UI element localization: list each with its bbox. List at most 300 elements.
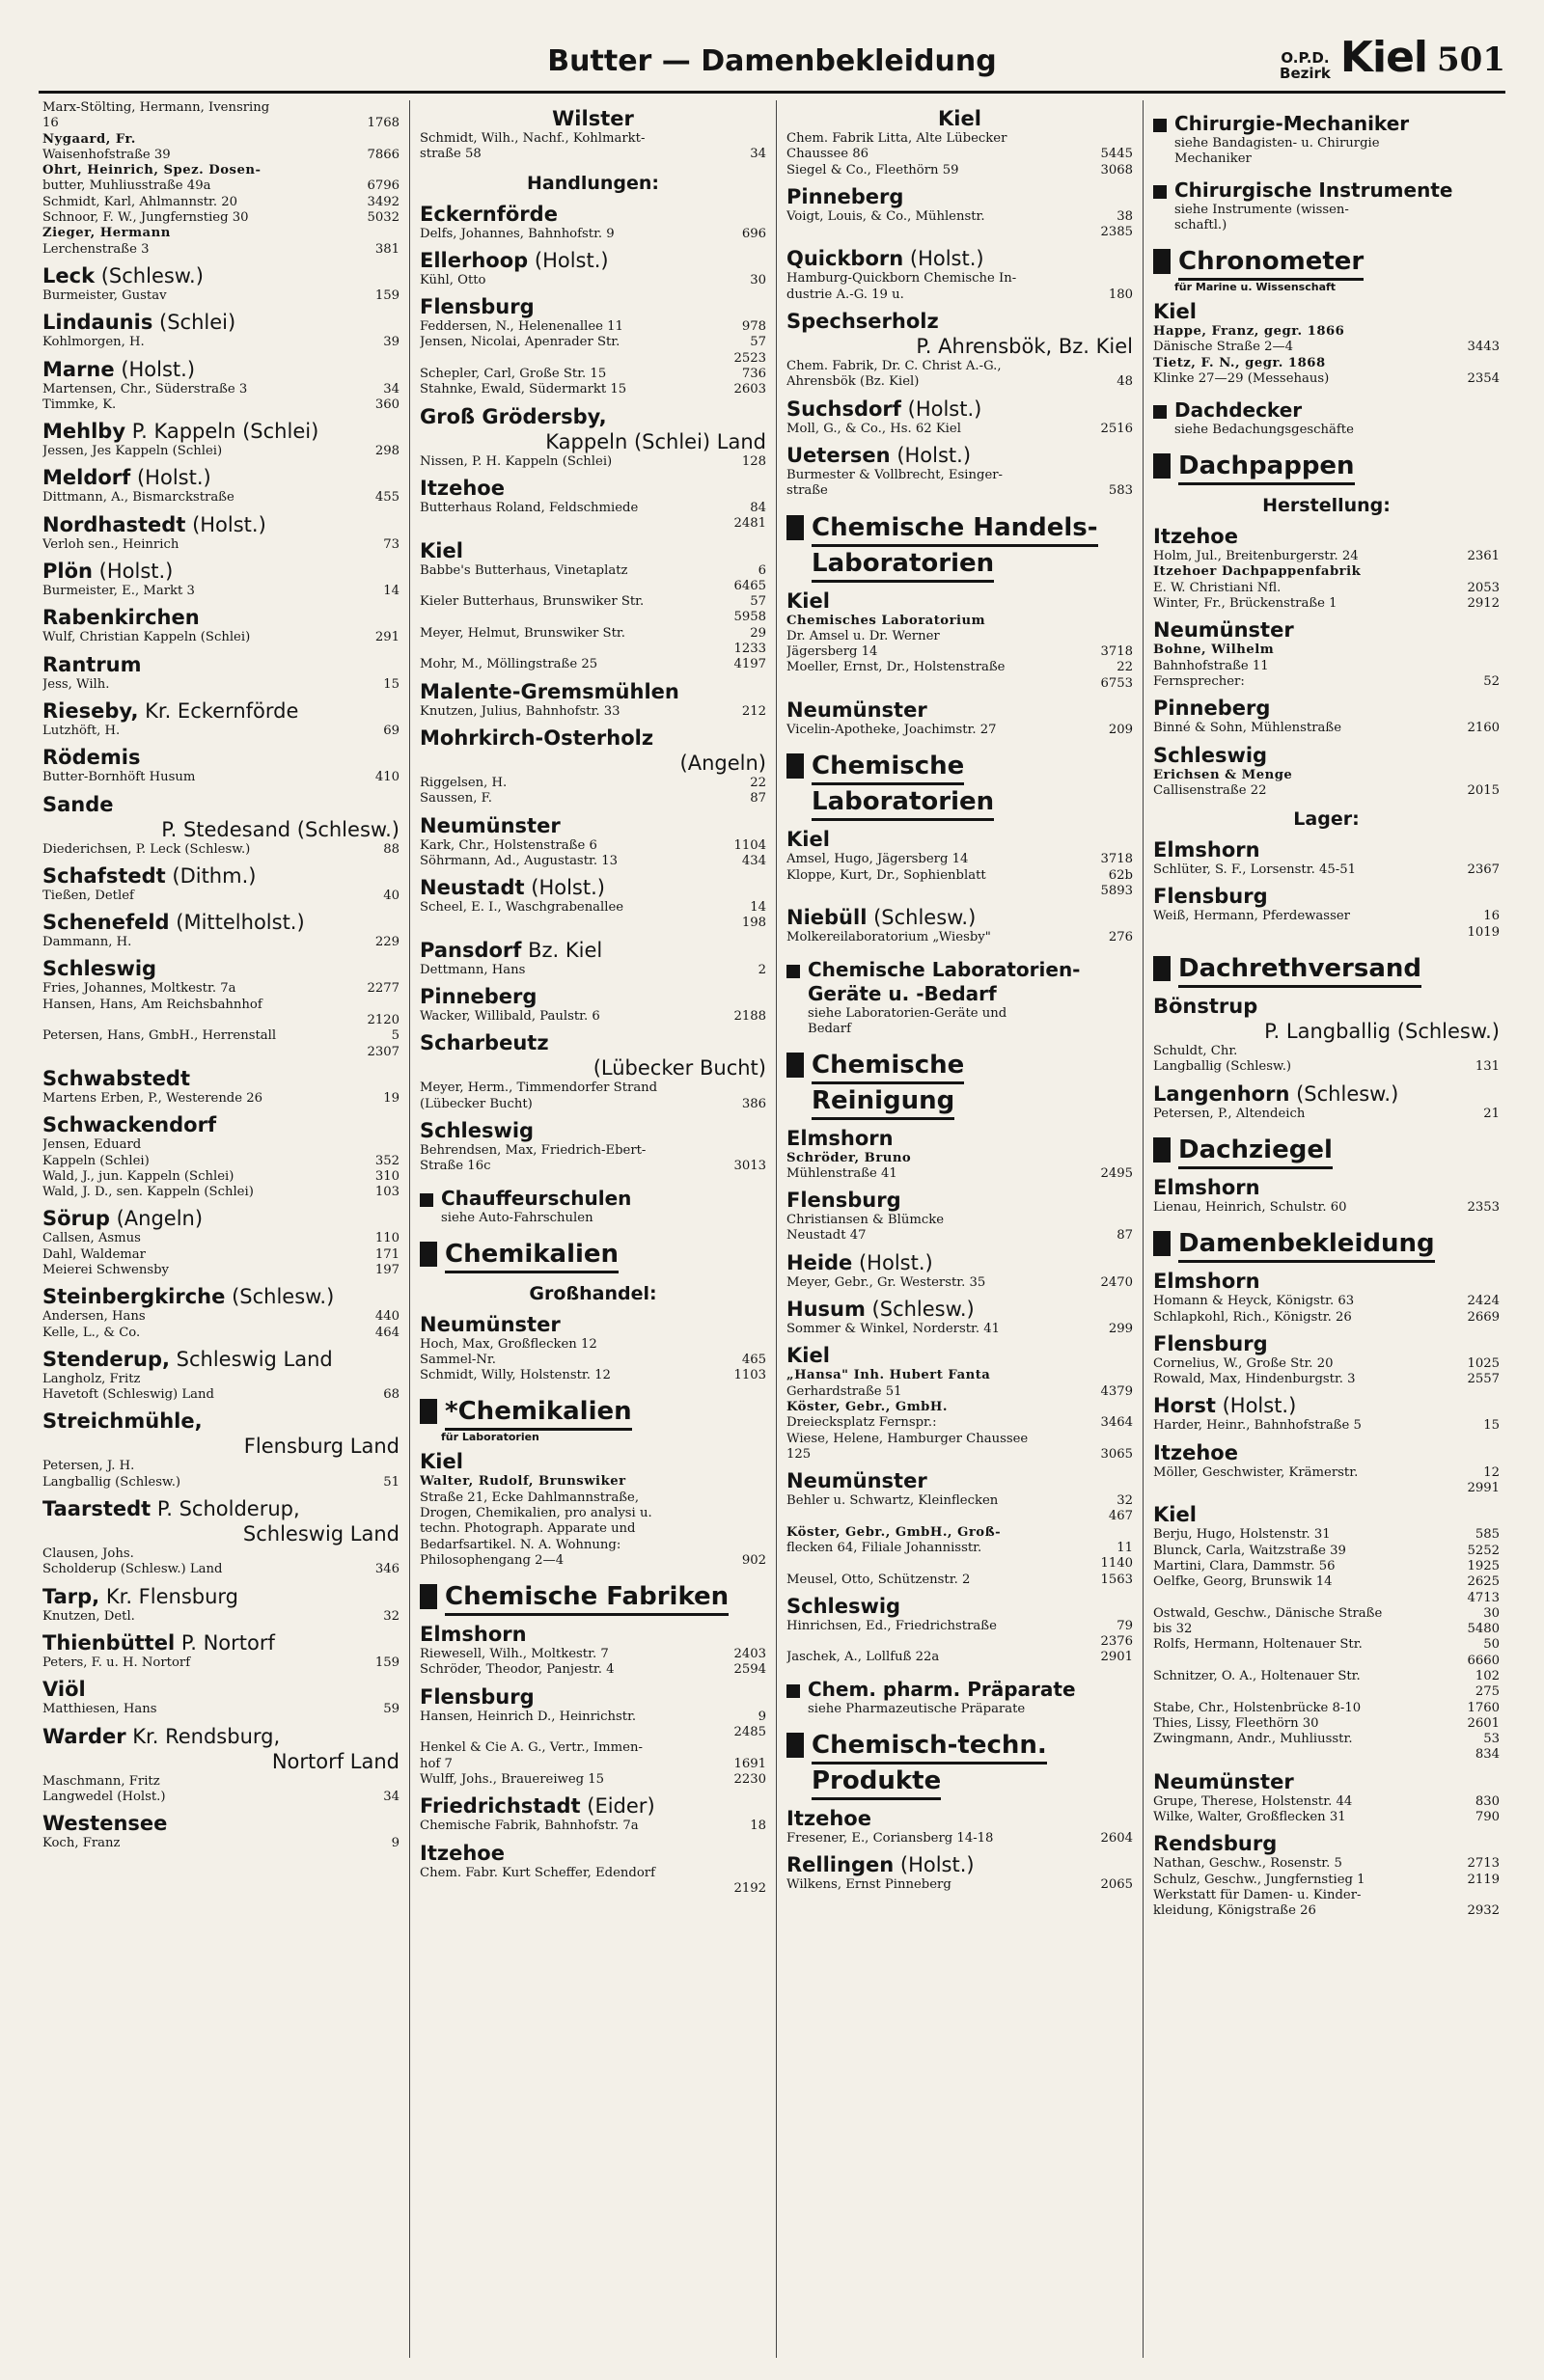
entry-line: [786, 1400, 1133, 1415]
entry-text: Holm, Jul., Breitenburgerstr. 24: [1153, 549, 1359, 564]
place-name: Taarstedt: [42, 1497, 152, 1521]
category-heading: [1153, 952, 1500, 988]
entry-line: [420, 1143, 766, 1159]
entry-text: Fresener, E., Coriansberg 14-18: [786, 1830, 994, 1846]
phone-number: 381: [374, 241, 400, 257]
reference-text: Mechaniker: [1174, 151, 1252, 166]
entry-line: [786, 852, 1133, 867]
entry-line: [420, 1337, 766, 1353]
entry-text: Klinke 27—29 (Messehaus): [1153, 370, 1330, 386]
phone-number: 68: [383, 1387, 400, 1403]
entry-line: [42, 100, 400, 116]
cross-reference: [1153, 151, 1500, 167]
place-name: Schleswig: [420, 1118, 535, 1142]
place-heading-cont: [42, 1434, 400, 1459]
category-name: Dachziegel: [1178, 1134, 1333, 1169]
column-4: [1143, 100, 1509, 2358]
category-heading: [786, 1729, 1133, 1764]
place-qualifier: (Lübecker Bucht): [593, 1056, 766, 1081]
entry-text: Koch, Franz: [42, 1836, 121, 1851]
entry-text: Schmidt, Karl, Ahlmannstr. 20: [42, 194, 238, 209]
place-heading: [42, 357, 400, 382]
phone-number: 2403: [733, 1647, 766, 1662]
entry-line: [1153, 1794, 1500, 1810]
place-name: Itzehoe: [1153, 525, 1238, 549]
entry-text: Mohr, M., Möllingstraße 25: [420, 657, 598, 672]
entry-text: Nissen, P. H. Kappeln (Schlei): [420, 453, 613, 469]
place-heading: [1153, 1502, 1500, 1527]
phone-number: 346: [374, 1562, 400, 1577]
entry-line: [786, 1166, 1133, 1182]
entry-line: [786, 1213, 1133, 1228]
place-heading: [420, 294, 766, 319]
place-heading: [42, 263, 400, 288]
entry-text: straße: [786, 483, 828, 499]
entry-text: „Hansa" Inh. Hubert Fanta: [786, 1368, 991, 1383]
entry-text: Wulf, Christian Kappeln (Schlei): [42, 630, 251, 645]
place-heading-cont: [786, 334, 1133, 359]
phone-number: 2991: [1467, 1481, 1500, 1496]
place-name: Itzehoe: [786, 1806, 871, 1830]
entry-text: Meusel, Otto, Schützenstr. 2: [786, 1572, 971, 1587]
place-qualifier: (Holst.): [1222, 1394, 1297, 1418]
category-heading-cont: [786, 785, 1133, 821]
place-heading: [42, 1724, 400, 1749]
phone-number: 2015: [1467, 782, 1500, 798]
place-heading: [420, 875, 766, 900]
entry-text: kleidung, Königstraße 26: [1153, 1903, 1316, 1919]
phone-number: 467: [1108, 1509, 1133, 1524]
entry-line: [786, 1619, 1133, 1634]
entry-text: Homann & Heyck, Königstr. 63: [1153, 1294, 1355, 1309]
entry-text: Berju, Hugo, Holstenstr. 31: [1153, 1527, 1331, 1543]
place-heading: [1153, 1440, 1500, 1465]
entry-text: Rowald, Max, Hindenburgstr. 3: [1153, 1372, 1356, 1387]
cross-reference: [786, 1022, 1133, 1037]
entry-text: Kohlmorgen, H.: [42, 335, 145, 350]
place-name: Neumünster: [1153, 1769, 1294, 1793]
entry-text: Feddersen, N., Helenenallee 11: [420, 319, 623, 335]
category-heading: [1153, 1134, 1500, 1169]
entry-line: [786, 209, 1133, 225]
entry-line: [42, 537, 400, 553]
place-heading: [420, 984, 766, 1009]
category-heading-cont: [786, 547, 1133, 583]
entry-line: [1153, 324, 1500, 340]
category-square-icon: [1153, 185, 1167, 199]
phone-number: 2053: [1467, 580, 1500, 595]
phone-number: 1140: [1100, 1556, 1133, 1572]
phone-number: 3718: [1100, 644, 1133, 660]
entry-line: [1153, 1810, 1500, 1825]
place-heading: [42, 652, 400, 677]
category-heading: [420, 1395, 766, 1431]
phone-number: 2932: [1467, 1903, 1500, 1919]
place-qualifier: (Holst.): [136, 466, 211, 490]
entry-line: [420, 1009, 766, 1025]
phone-number: 22: [750, 775, 766, 790]
reference-text: siehe Bandagisten- u. Chirurgie: [1174, 136, 1380, 150]
place-name: Rieseby,: [42, 698, 139, 723]
entry-line: [420, 1159, 766, 1174]
place-heading: [42, 1496, 400, 1521]
place-name: Pinneberg: [420, 985, 538, 1009]
phone-number: 6: [758, 562, 766, 578]
entry-text: Meyer, Helmut, Brunswiker Str.: [420, 625, 625, 641]
place-name: Elmshorn: [1153, 1175, 1260, 1199]
place-heading: [786, 106, 1133, 131]
entry-text: Wulff, Johs., Brauereiweg 15: [420, 1771, 605, 1787]
place-heading: [420, 1684, 766, 1710]
place-heading: [420, 538, 766, 563]
place-heading: [1153, 1175, 1500, 1200]
entry-line: [1153, 1574, 1500, 1590]
entry-text: Bedarfsartikel. N. A. Wohnung:: [420, 1537, 621, 1552]
entry-text: Schlapkohl, Rich., Königstr. 26: [1153, 1309, 1352, 1325]
place-heading: [420, 106, 766, 131]
category-heading: [786, 1049, 1133, 1084]
entry-line: [42, 335, 400, 350]
phone-number: 3492: [367, 194, 400, 209]
place-heading: [420, 679, 766, 704]
phone-number: 110: [374, 1231, 400, 1246]
entry-line: [42, 630, 400, 645]
entry-line: [42, 1091, 400, 1107]
entry-line: [420, 1491, 766, 1506]
place-name: Uetersen: [786, 443, 891, 467]
entry-line: [1153, 1372, 1500, 1387]
entry-text: Verloh sen., Heinrich: [42, 536, 179, 552]
phone-number: 3068: [1100, 162, 1133, 178]
entry-text: Weiß, Hermann, Pferdewasser: [1153, 909, 1350, 924]
entry-line: [786, 483, 1133, 499]
phone-number: 38: [1117, 208, 1133, 224]
phone-number: 52: [1483, 673, 1500, 689]
entry-text: Philosophengang 2—4: [420, 1552, 565, 1568]
phone-number: 39: [383, 335, 400, 350]
entry-line: [1153, 1294, 1500, 1309]
phone-number: 410: [374, 770, 400, 785]
place-qualifier: (Holst.): [534, 248, 609, 272]
entry-line: [1153, 909, 1500, 924]
entry-text: Knutzen, Julius, Bahnhofstr. 33: [420, 703, 620, 719]
entry-line: [42, 148, 400, 163]
entry-text: Martensen, Chr., Süderstraße 3: [42, 381, 248, 397]
entry-text: Schmidt, Willy, Holstenstr. 12: [420, 1368, 611, 1383]
entry-line: [1153, 340, 1500, 355]
phone-number: 736: [741, 367, 766, 382]
entry-line: [42, 889, 400, 904]
place-name: Westensee: [42, 1812, 168, 1836]
category-square-icon: [1153, 119, 1167, 132]
entry-text: Lutzhöft, H.: [42, 723, 121, 738]
entry-text: Jess, Wilh.: [42, 676, 110, 692]
phone-number: 1103: [733, 1368, 766, 1383]
entry-line: [786, 1556, 1133, 1572]
category-heading: [786, 1678, 1133, 1702]
place-qualifier: P. Langballig (Schlesw.): [1264, 1020, 1500, 1044]
entry-text: Burmeister, E., Markt 3: [42, 584, 195, 599]
entry-text: butter, Muhliusstraße 49a: [42, 178, 211, 194]
phone-number: 2277: [367, 981, 400, 997]
place-name: Marne: [42, 357, 115, 381]
place-heading: [1153, 994, 1500, 1019]
entry-line: [786, 1384, 1133, 1400]
place-heading: [1153, 696, 1500, 721]
entry-line: [786, 1368, 1133, 1383]
phone-number: 5480: [1467, 1622, 1500, 1637]
entry-line: [42, 1459, 400, 1474]
subsection-text: Großhandel:: [529, 1282, 657, 1304]
place-qualifier: (Mittelholst.): [176, 911, 305, 935]
place-heading: [420, 938, 766, 963]
entry-text: Clausen, Johs.: [42, 1546, 134, 1562]
phone-number: 2495: [1100, 1165, 1133, 1181]
phone-number: 5032: [367, 210, 400, 226]
phone-number: 352: [374, 1153, 400, 1168]
phone-number: 29: [750, 625, 766, 641]
place-name: Sörup: [42, 1207, 110, 1231]
entry-line: [1153, 564, 1500, 580]
place-name: Meldorf: [42, 466, 131, 490]
entry-text: Moeller, Ernst, Dr., Holstenstraße: [786, 660, 1006, 675]
category-name: Chem. pharm. Präparate: [808, 1677, 1076, 1701]
phone-number: 12: [1483, 1464, 1500, 1480]
phone-number: 34: [750, 147, 766, 162]
entry-text: Jägersberg 14: [786, 644, 878, 660]
entry-line: [1153, 721, 1500, 736]
phone-number: 198: [741, 916, 766, 931]
entry-text: Chemische Fabrik, Bahnhofstr. 7a: [420, 1819, 639, 1834]
entry-line: [420, 227, 766, 242]
entry-line: [786, 225, 1133, 240]
entry-text: Erichsen & Menge: [1153, 767, 1293, 782]
place-qualifier: Kr. Flensburg: [105, 1584, 238, 1608]
place-heading: [786, 698, 1133, 723]
place-heading: [42, 605, 400, 630]
entry-line: [42, 242, 400, 258]
phone-number: 62b: [1108, 867, 1133, 883]
place-name: Heide: [786, 1250, 853, 1274]
phone-number: 57: [750, 594, 766, 610]
entry-text: Behrendsen, Max, Friedrich-Ebert-: [420, 1142, 647, 1158]
entry-line: [42, 1045, 400, 1060]
entry-text: Walter, Rudolf, Brunswiker: [420, 1474, 626, 1490]
entry-line: [42, 1655, 400, 1671]
entry-text: Vicelin-Apotheke, Joachimstr. 27: [786, 723, 997, 738]
phone-number: 2361: [1467, 549, 1500, 564]
category-name: *Chemikalien: [445, 1395, 632, 1431]
place-name: Neumünster: [786, 1469, 927, 1493]
phone-number: 15: [1483, 1418, 1500, 1434]
phone-number: 299: [1108, 1322, 1133, 1337]
place-name: Sande: [42, 792, 114, 816]
category-square-icon: [786, 965, 800, 978]
place-name: Groß Grödersby,: [420, 404, 607, 428]
entry-text: Voigt, Louis, & Co., Mühlenstr.: [786, 208, 985, 224]
category-square-icon: [786, 1053, 804, 1078]
entry-line: [1153, 1747, 1500, 1763]
entry-line: [1153, 1716, 1500, 1732]
place-name: Warder: [42, 1724, 126, 1748]
entry-line: [1153, 1903, 1500, 1919]
place-heading: [786, 1250, 1133, 1275]
phone-number: 2119: [1467, 1872, 1500, 1887]
entry-line: [786, 1525, 1133, 1541]
entry-line: [420, 900, 766, 916]
phone-number: 1925: [1467, 1558, 1500, 1573]
entry-text: Langholz, Fritz: [42, 1371, 141, 1386]
entry-text: Dänische Straße 2—4: [1153, 340, 1294, 355]
entry-line: [42, 490, 400, 506]
entry-text: Callisenstraße 22: [1153, 782, 1267, 798]
place-name: Malente-Gremsmühlen: [420, 679, 679, 703]
entry-text: Martens Erben, P., Westerende 26: [42, 1090, 263, 1106]
place-qualifier: (Schlesw.): [1296, 1081, 1399, 1106]
entry-line: [420, 1538, 766, 1553]
entry-line: [1153, 925, 1500, 941]
phone-number: 2385: [1100, 225, 1133, 240]
phone-number: 131: [1475, 1059, 1500, 1075]
phone-number: 2307: [367, 1044, 400, 1059]
entry-line: [1153, 1465, 1500, 1481]
entry-line: [1153, 659, 1500, 674]
place-heading: [786, 397, 1133, 422]
place-name: Streichmühle,: [42, 1409, 203, 1434]
entry-text: Nathan, Geschw., Rosenstr. 5: [1153, 1856, 1342, 1872]
category-square-icon: [1153, 405, 1167, 419]
entry-text: Diederichsen, P. Leck (Schlesw.): [42, 841, 251, 857]
category-heading: [420, 1580, 766, 1616]
phone-number: 2160: [1467, 721, 1500, 736]
entry-line: [420, 1757, 766, 1772]
phone-number: 276: [1108, 930, 1133, 945]
category-name: Chemische: [812, 1049, 964, 1084]
entry-line: [42, 1185, 400, 1200]
place-qualifier: Flensburg Land: [243, 1435, 400, 1459]
entry-line: [42, 1702, 400, 1717]
place-name: Mohrkirch-Osterholz: [420, 725, 654, 750]
phone-number: 5252: [1467, 1543, 1500, 1558]
place-heading: [786, 1594, 1133, 1619]
entry-text: Binné & Sohn, Mühlenstraße: [1153, 721, 1342, 736]
phone-number: 88: [383, 841, 400, 857]
phone-number: 6660: [1467, 1653, 1500, 1668]
place-heading: [42, 465, 400, 490]
place-qualifier: (Holst.): [531, 876, 605, 900]
entry-line: [420, 1368, 766, 1383]
category-name: Damenbekleidung: [1178, 1227, 1435, 1263]
phone-number: 434: [741, 853, 766, 868]
entry-text: Fernsprecher:: [1153, 673, 1245, 689]
category-name: Reinigung: [812, 1084, 954, 1120]
entry-line: [420, 963, 766, 978]
phone-number: 310: [374, 1168, 400, 1184]
category-name: Dachdecker: [1174, 398, 1303, 423]
phone-number: 790: [1475, 1810, 1500, 1825]
place-qualifier: (Angeln): [679, 751, 766, 775]
entry-line: [420, 1474, 766, 1490]
phone-number: 1563: [1100, 1572, 1133, 1587]
phone-number: 4713: [1467, 1590, 1500, 1605]
phone-number: 2353: [1467, 1199, 1500, 1215]
entry-line: [42, 397, 400, 413]
phone-number: 212: [741, 703, 766, 719]
entry-text: Dittmann, A., Bismarckstraße: [42, 490, 234, 506]
entry-line: [1153, 1418, 1500, 1434]
phone-number: 34: [383, 1789, 400, 1804]
entry-line: [42, 382, 400, 397]
entry-text: Rolfs, Hermann, Holtenauer Str.: [1153, 1637, 1363, 1653]
place-heading-cont: [42, 1521, 400, 1546]
place-heading: [786, 827, 1133, 852]
entry-text: Schnitzer, O. A., Holtenauer Str.: [1153, 1668, 1361, 1683]
place-heading: [1153, 1269, 1500, 1294]
entry-text: Babbe's Butterhaus, Vinetaplatz: [420, 562, 628, 578]
category-name: Laboratorien: [812, 785, 994, 821]
phone-number: 19: [383, 1090, 400, 1106]
entry-text: Zieger, Hermann: [42, 226, 171, 241]
entry-text: 125: [786, 1446, 812, 1462]
phone-number: 30: [1483, 1605, 1500, 1621]
place-name: Viöl: [42, 1678, 86, 1702]
entry-line: [786, 468, 1133, 483]
place-name: Rantrum: [42, 652, 142, 676]
phone-number: 32: [383, 1608, 400, 1624]
category-square-icon: [420, 1242, 437, 1267]
entry-text: Harder, Heinr., Bahnhofstraße 5: [1153, 1418, 1362, 1434]
category-square-icon: [420, 1399, 437, 1424]
reference-text: schaftl.): [1174, 218, 1227, 233]
entry-text: Köster, Gebr., GmbH.: [786, 1399, 948, 1414]
place-heading: [42, 698, 400, 724]
place-heading: [1153, 299, 1500, 324]
entry-line: [786, 930, 1133, 945]
subsection-text: Lager:: [1293, 808, 1360, 831]
entry-line: [420, 1819, 766, 1834]
entry-line: [1153, 1669, 1500, 1684]
place-name: Kiel: [786, 588, 830, 613]
place-name: Schleswig: [786, 1594, 901, 1618]
entry-text: Dreiecksplatz Fernspr.:: [786, 1415, 937, 1431]
entry-text: Straße 21, Ecke Dahlmannstraße,: [420, 1490, 640, 1505]
entry-line: [786, 614, 1133, 629]
phone-number: 5893: [1100, 883, 1133, 898]
place-qualifier: (Schlesw.): [100, 263, 204, 287]
place-name: Itzehoe: [420, 1841, 505, 1865]
place-name: Itzehoe: [420, 476, 505, 500]
place-qualifier: (Eider): [587, 1794, 655, 1819]
entry-line: [42, 1836, 400, 1851]
phone-number: 159: [374, 287, 400, 303]
entry-line: [786, 374, 1133, 390]
subsection-heading: [420, 1281, 766, 1306]
entry-line: [1153, 1356, 1500, 1372]
entry-line: [786, 1275, 1133, 1291]
entry-line: [1153, 768, 1500, 783]
entry-line: [1153, 1044, 1500, 1059]
entry-text: Butterhaus Roland, Feldschmiede: [420, 500, 639, 515]
place-name: Horst: [1153, 1394, 1216, 1418]
category-square-icon: [1153, 249, 1171, 274]
phone-number: 585: [1475, 1527, 1500, 1543]
phone-number: 2557: [1467, 1372, 1500, 1387]
phone-number: 2601: [1467, 1715, 1500, 1731]
place-heading: [42, 1677, 400, 1702]
phone-number: 159: [374, 1655, 400, 1670]
entry-text: Kappeln (Schlei): [42, 1153, 150, 1168]
entry-line: [786, 884, 1133, 899]
